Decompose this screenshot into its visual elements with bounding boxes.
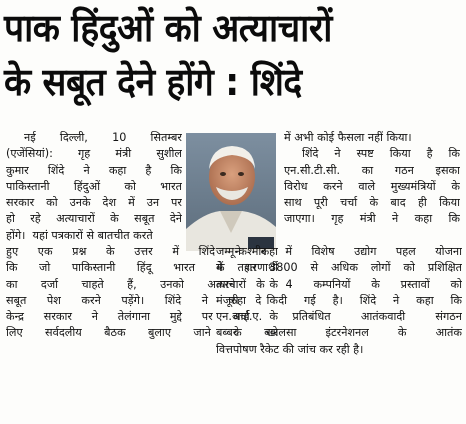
paragraph-line-start [6,228,182,244]
paragraph-line: वित्तपोषण रैकेट की जांच कर रही है। [216,342,364,356]
paragraph-line: कि जो पाकिस्तानी हिंदू भारत में शरणार्थी [6,261,278,275]
paragraph-line: साथ पूरी चर्चा के बाद ही किया [284,196,460,210]
paragraph-line: जाएगा। गृह मंत्री ने कहा कि [284,212,460,226]
article-column-right-wide [216,244,462,358]
article-column-right [284,130,460,228]
article-left-line-7 [6,228,182,244]
paragraph-line: बब्बर खालसा इंटरनेशनल के आतंक [216,326,462,340]
paragraph-line: एन.आई.ए. प्रतिबंधित आतंकवादी संगठन [216,310,462,324]
paragraph-line: सरकार को उनके देश में उन पर [6,196,182,210]
article-column-left-top [6,130,182,228]
paragraph-line: हो रहे अत्याचारों के सबूत देने [6,212,182,226]
paragraph-line: एन.सी.टी.सी. का गठन इसका [284,163,460,177]
paragraph-line: नई दिल्ली, 10 सितम्बर [24,131,182,144]
paragraph-line: में अभी कोई फैसला नहीं किया। [284,131,412,144]
paragraph-line: मंजूरी दे दी गई है। शिंदे ने कहा कि [216,293,462,307]
portrait-photo [186,133,276,251]
paragraph-line: कुमार शिंदे ने कहा है कि [6,163,182,177]
paragraph-line: के तहत 3800 से अधिक लोगों को प्रशिक्षित [216,261,462,275]
paragraph-line: शिंदे ने स्पष्ट किया है कि [302,147,460,161]
paragraph-line: लिए सर्वदलीय बैठक बुलाए जाने के बारे [6,326,278,340]
sentence-start: यहां पत्रकारों से बातचीत करते [32,228,153,242]
paragraph-line: सबूत पेश करने पड़ेंगे। शिंदे ने कहा कि [6,293,278,307]
paragraph-line: पाकिस्तानी हिंदुओं को भारत [6,179,182,193]
headline-line-1: पाक हिंदुओं को अत्याचारों [4,6,332,50]
paragraph-line: (एजेंसियां): गृह मंत्री सुशील [6,147,182,161]
paragraph-line: विरोध करने वाले मुख्यमंत्रियों के [284,179,460,193]
headline-line-2: के सबूत देने होंगे : शिंदे [4,60,302,104]
paragraph-line: हुए एक प्रश्न के उत्तर में शिंदे ने कहा [6,245,278,258]
sentence-end: होंगे। [6,228,26,242]
portrait-icon [186,133,276,251]
paragraph-line: जम्मू-कश्मीर में विशेष उद्योग पहल योजना [216,245,462,258]
paragraph-line: करने के 4 कम्पनियों के प्रस्तावों को [216,277,462,291]
paragraph-line: केन्द्र सरकार ने तेलंगाना मुद्दे पर चर्चा के [6,310,278,324]
paragraph-line: का दर्जा चाहते हैं, उनको अत्याचारों के [6,277,278,291]
